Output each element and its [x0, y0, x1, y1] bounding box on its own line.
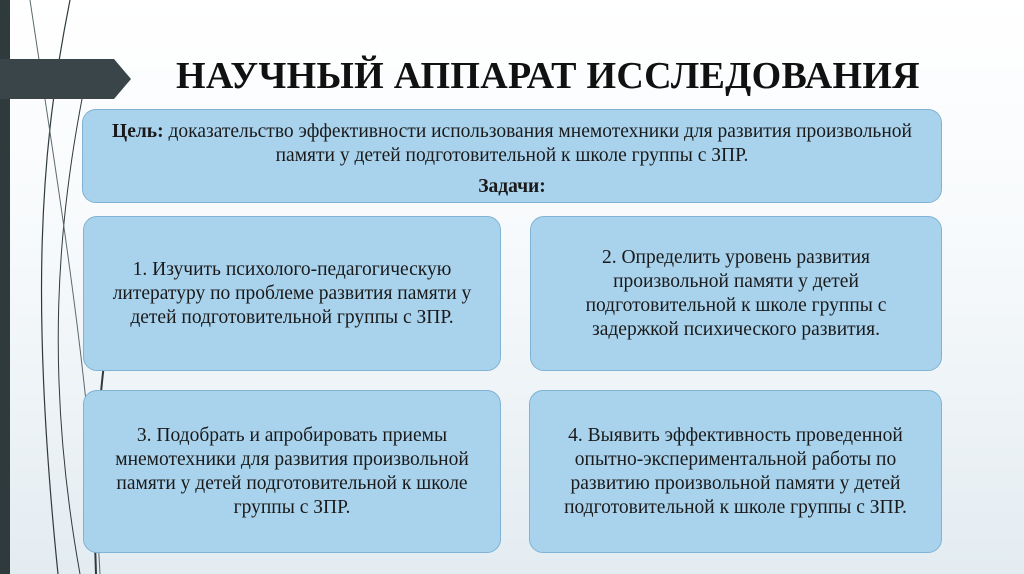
- tasks-label: Задачи:: [478, 176, 546, 197]
- title-tab-arrow: [0, 59, 131, 99]
- task-box-1: [83, 216, 501, 371]
- task-text-2: 2. Определить уровень развития произвольной памяти у детей подготовительной к школе группы с задержкой психического развития.: [585, 246, 887, 340]
- task-box-2: [530, 216, 942, 371]
- task-box-4: [529, 390, 942, 553]
- goal-paragraph: [83, 120, 941, 168]
- goal-box: [82, 109, 942, 203]
- task-text-3: 3. Подобрать и апробировать приемы мнемотехники для развития произвольной памяти у детей подготовительной к школе группы с ЗПР.: [115, 424, 469, 518]
- task-text-1: 1. Изучить психолого-педагогическую литературу по проблеме развития памяти у детей подготовительной группы с ЗПР.: [112, 258, 472, 328]
- task-text-4: 4. Выявить эффективность проведенной опытно-экспериментальной работы по развитию произвольной памяти у детей подготовительной к школе группы с ЗПР.: [564, 424, 907, 518]
- task-box-3: [83, 390, 501, 553]
- goal-label: Цель:: [112, 121, 164, 142]
- page-title: НАУЧНЫЙ АППАРАТ ИССЛЕДОВАНИЯ: [176, 55, 920, 97]
- goal-text: доказательство эффективности использования мнемотехники для развития произвольной памяти у детей подготовительной к школе группы с ЗПР.: [163, 121, 912, 166]
